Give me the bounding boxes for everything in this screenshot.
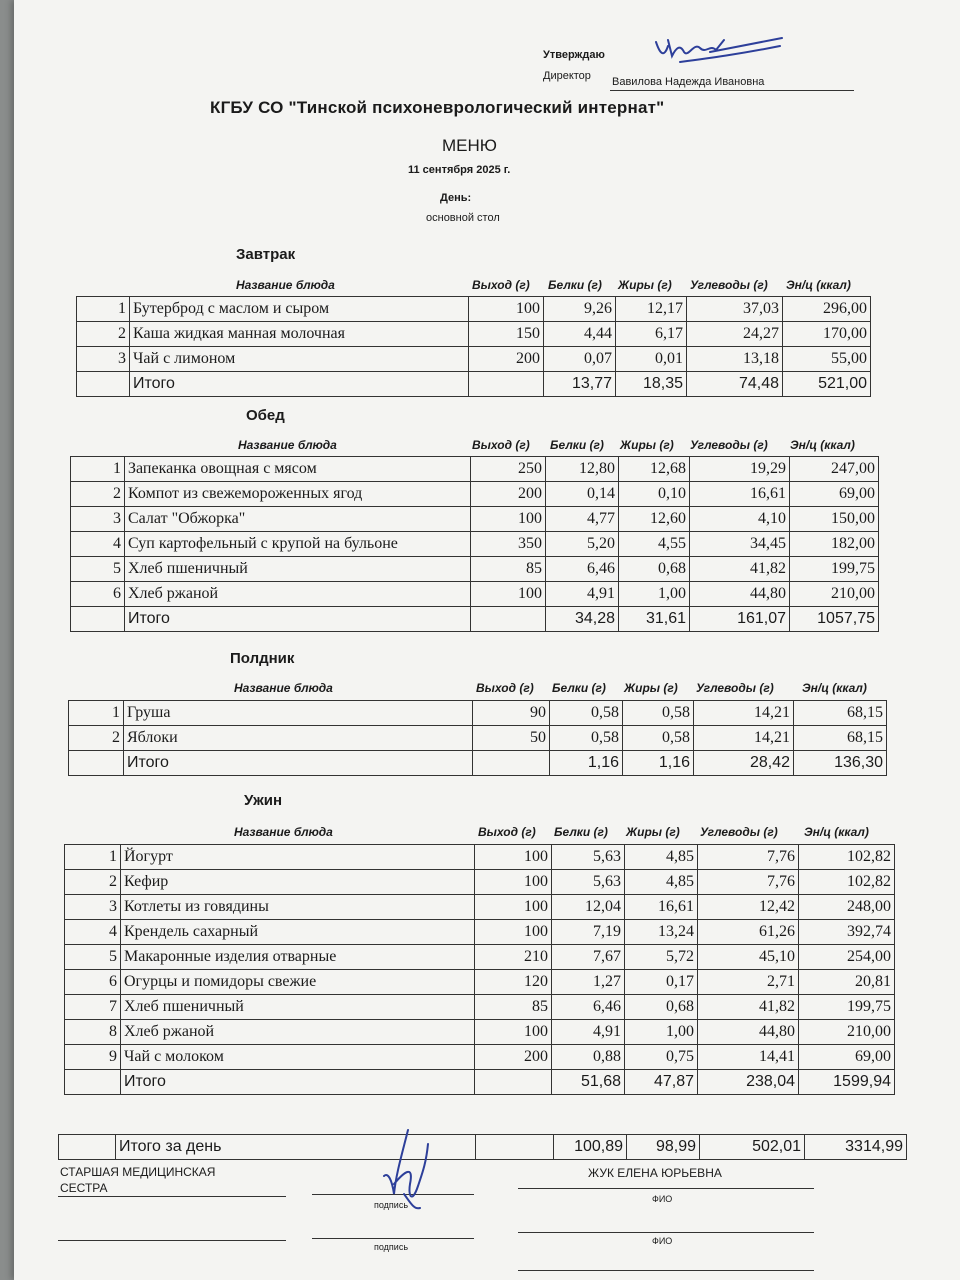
protein-cell: 4,77: [546, 507, 619, 532]
menu-date: 11 сентября 2025 г.: [408, 164, 511, 176]
total-carbs: 74,48: [687, 372, 783, 397]
header-fat: Жиры (г): [618, 278, 672, 292]
kcal-cell: 296,00: [783, 297, 871, 322]
kcal-cell: 170,00: [783, 322, 871, 347]
table-row: [77, 347, 871, 372]
fio-label-1: ФИО: [652, 1194, 673, 1204]
dish-name: Салат "Обжорка": [125, 507, 471, 532]
dish-name: Хлеб пшеничный: [121, 995, 475, 1020]
protein-cell: 0,07: [544, 347, 616, 372]
carbs-cell: 37,03: [687, 297, 783, 322]
dish-name: Хлеб ржаной: [121, 1020, 475, 1045]
row-number: 5: [71, 557, 125, 582]
weight-cell: 100: [471, 507, 546, 532]
carbs-cell: 61,26: [698, 920, 799, 945]
table-row: [69, 701, 887, 726]
table-row: [65, 895, 895, 920]
row-number: 2: [71, 482, 125, 507]
dish-name: Крендель сахарный: [121, 920, 475, 945]
kcal-cell: 199,75: [799, 995, 895, 1020]
fat-cell: 0,68: [619, 557, 690, 582]
total-fat: 1,16: [623, 751, 694, 776]
fat-cell: 0,75: [625, 1045, 698, 1070]
kcal-cell: 210,00: [790, 582, 879, 607]
weight-cell: 210: [475, 945, 552, 970]
fat-cell: 0,58: [623, 726, 694, 751]
weight-cell: 100: [469, 297, 544, 322]
kcal-cell: 68,15: [794, 701, 887, 726]
carbs-cell: 41,82: [698, 995, 799, 1020]
menu-title: МЕНЮ: [442, 136, 497, 155]
name-line-1: [518, 1188, 814, 1189]
row-number: 4: [71, 532, 125, 557]
protein-cell: 7,67: [552, 945, 625, 970]
total-fat: 31,61: [619, 607, 690, 632]
weight-cell: 100: [475, 895, 552, 920]
header-dish: Название блюда: [238, 438, 337, 452]
dish-name: Хлеб ржаной: [125, 582, 471, 607]
protein-cell: 0,88: [552, 1045, 625, 1070]
fat-cell: 0,10: [619, 482, 690, 507]
day-label: День:: [440, 192, 472, 204]
row-number: 6: [65, 970, 121, 995]
header-carbs: Углеводы (г): [696, 681, 774, 695]
fat-cell: 0,68: [625, 995, 698, 1020]
table-row: [71, 582, 879, 607]
table-row: [77, 322, 871, 347]
carbs-cell: 2,71: [698, 970, 799, 995]
dish-name: Котлеты из говядины: [121, 895, 475, 920]
protein-cell: 12,04: [552, 895, 625, 920]
kcal-cell: 210,00: [799, 1020, 895, 1045]
protein-cell: 9,26: [544, 297, 616, 322]
weight-cell: 200: [471, 482, 546, 507]
total-row: [65, 1070, 895, 1095]
day-total-fat: 98,99: [627, 1135, 700, 1160]
row-number: 2: [69, 726, 124, 751]
fat-cell: 12,68: [619, 457, 690, 482]
total-row: [69, 751, 887, 776]
table-type: основной стол: [426, 212, 500, 224]
total-kcal: 1057,75: [790, 607, 879, 632]
kcal-cell: 68,15: [794, 726, 887, 751]
total-row: [71, 607, 879, 632]
carbs-cell: 45,10: [698, 945, 799, 970]
kcal-cell: 254,00: [799, 945, 895, 970]
table-row: [71, 532, 879, 557]
table-row: [65, 920, 895, 945]
total-carbs: 161,07: [690, 607, 790, 632]
protein-cell: 0,58: [550, 726, 623, 751]
header-protein: Белки (г): [548, 278, 602, 292]
fat-cell: 0,17: [625, 970, 698, 995]
total-carbs: 28,42: [694, 751, 794, 776]
header-protein: Белки (г): [552, 681, 606, 695]
lunch-table: [70, 456, 879, 632]
dish-name: Кефир: [121, 870, 475, 895]
fat-cell: 12,60: [619, 507, 690, 532]
row-number: 2: [77, 322, 130, 347]
row-number: 1: [77, 297, 130, 322]
header-kcal: Эн/ц (ккал): [804, 825, 869, 839]
weight-cell: 200: [469, 347, 544, 372]
header-dish: Название блюда: [234, 825, 333, 839]
total-kcal: 521,00: [783, 372, 871, 397]
fat-cell: 0,58: [623, 701, 694, 726]
dish-name: Яблоки: [124, 726, 473, 751]
weight-cell: 90: [473, 701, 550, 726]
row-number: 3: [65, 895, 121, 920]
document-sheet: [14, 0, 960, 1280]
meal-title-snack: Полдник: [230, 650, 295, 667]
carbs-cell: 4,10: [690, 507, 790, 532]
kcal-cell: 150,00: [790, 507, 879, 532]
carbs-cell: 7,76: [698, 845, 799, 870]
carbs-cell: 12,42: [698, 895, 799, 920]
meal-title-dinner: Ужин: [244, 792, 283, 809]
header-carbs: Углеводы (г): [690, 278, 768, 292]
protein-cell: 7,19: [552, 920, 625, 945]
total-protein: 34,28: [546, 607, 619, 632]
dish-name: Суп картофельный с крупой на бульоне: [125, 532, 471, 557]
total-protein: 1,16: [550, 751, 623, 776]
kcal-cell: 392,74: [799, 920, 895, 945]
protein-cell: 5,20: [546, 532, 619, 557]
row-number: 5: [65, 945, 121, 970]
carbs-cell: 14,41: [698, 1045, 799, 1070]
day-total-row: [59, 1135, 907, 1160]
signature-label-2: подпись: [374, 1242, 409, 1252]
table-row: [65, 845, 895, 870]
total-protein: 13,77: [544, 372, 616, 397]
protein-cell: 4,91: [552, 1020, 625, 1045]
breakfast-table: [76, 296, 871, 397]
header-dish: Название блюда: [234, 681, 333, 695]
weight-cell: 100: [475, 845, 552, 870]
total-fat: 18,35: [616, 372, 687, 397]
day-total-label: Итого за день: [116, 1135, 476, 1160]
total-kcal: 136,30: [794, 751, 887, 776]
row-number: 9: [65, 1045, 121, 1070]
total-row: [77, 372, 871, 397]
fat-cell: 0,01: [616, 347, 687, 372]
carbs-cell: 14,21: [694, 701, 794, 726]
carbs-cell: 7,76: [698, 870, 799, 895]
protein-cell: 5,63: [552, 845, 625, 870]
table-row: [71, 457, 879, 482]
weight-cell: 100: [471, 582, 546, 607]
header-fat: Жиры (г): [620, 438, 674, 452]
carbs-cell: 19,29: [690, 457, 790, 482]
weight-cell: 100: [475, 1020, 552, 1045]
carbs-cell: 13,18: [687, 347, 783, 372]
fat-cell: 6,17: [616, 322, 687, 347]
meal-title-breakfast: Завтрак: [236, 246, 296, 263]
total-protein: 51,68: [552, 1070, 625, 1095]
header-protein: Белки (г): [550, 438, 604, 452]
row-number: 4: [65, 920, 121, 945]
dish-name: Огурцы и помидоры свежие: [121, 970, 475, 995]
weight-cell: 50: [473, 726, 550, 751]
weight-cell: 150: [469, 322, 544, 347]
day-total-table: [58, 1134, 907, 1160]
header-carbs: Углеводы (г): [700, 825, 778, 839]
table-row: [71, 507, 879, 532]
name-line-3: [518, 1270, 814, 1271]
table-row: [65, 1020, 895, 1045]
header-weight: Выход (г): [478, 825, 536, 839]
kcal-cell: 55,00: [783, 347, 871, 372]
row-number: 8: [65, 1020, 121, 1045]
director-signature: [650, 32, 790, 68]
day-total-protein: 100,89: [554, 1135, 627, 1160]
carbs-cell: 16,61: [690, 482, 790, 507]
header-kcal: Эн/ц (ккал): [786, 278, 851, 292]
row-number: 1: [65, 845, 121, 870]
row-number: 3: [77, 347, 130, 372]
kcal-cell: 182,00: [790, 532, 879, 557]
director-label: Директор: [543, 70, 591, 82]
dish-name: Чай с лимоном: [130, 347, 469, 372]
protein-cell: 6,46: [546, 557, 619, 582]
weight-cell: 200: [475, 1045, 552, 1070]
protein-cell: 1,27: [552, 970, 625, 995]
weight-cell: 100: [475, 920, 552, 945]
fat-cell: 4,85: [625, 870, 698, 895]
protein-cell: 4,44: [544, 322, 616, 347]
weight-cell: 250: [471, 457, 546, 482]
header-weight: Выход (г): [472, 438, 530, 452]
weight-cell: 85: [471, 557, 546, 582]
day-total-kcal: 3314,99: [805, 1135, 907, 1160]
total-label: Итого: [124, 751, 473, 776]
row-number: 1: [71, 457, 125, 482]
header-protein: Белки (г): [554, 825, 608, 839]
fat-cell: 1,00: [619, 582, 690, 607]
table-row: [77, 297, 871, 322]
fat-cell: 4,55: [619, 532, 690, 557]
carbs-cell: 44,80: [698, 1020, 799, 1045]
total-kcal: 1599,94: [799, 1070, 895, 1095]
fat-cell: 5,72: [625, 945, 698, 970]
carbs-cell: 24,27: [687, 322, 783, 347]
institution-title: КГБУ СО "Тинской психоневрологический интернат": [210, 98, 665, 117]
table-row: [65, 1045, 895, 1070]
protein-cell: 4,91: [546, 582, 619, 607]
kcal-cell: 102,82: [799, 845, 895, 870]
dinner-table: [64, 844, 895, 1095]
weight-cell: 350: [471, 532, 546, 557]
dish-name: Хлеб пшеничный: [125, 557, 471, 582]
dish-name: Запеканка овощная с мясом: [125, 457, 471, 482]
dish-name: Каша жидкая манная молочная: [130, 322, 469, 347]
header-kcal: Эн/ц (ккал): [802, 681, 867, 695]
fat-cell: 13,24: [625, 920, 698, 945]
table-row: [65, 945, 895, 970]
protein-cell: 5,63: [552, 870, 625, 895]
dish-name: Компот из свежемороженных ягод: [125, 482, 471, 507]
header-weight: Выход (г): [472, 278, 530, 292]
total-fat: 47,87: [625, 1070, 698, 1095]
meal-title-lunch: Обед: [246, 407, 285, 424]
protein-cell: 0,58: [550, 701, 623, 726]
dish-name: Чай с молоком: [121, 1045, 475, 1070]
fat-cell: 16,61: [625, 895, 698, 920]
header-fat: Жиры (г): [624, 681, 678, 695]
fio-label-2: ФИО: [652, 1236, 673, 1246]
total-carbs: 238,04: [698, 1070, 799, 1095]
row-number: 3: [71, 507, 125, 532]
kcal-cell: 247,00: [790, 457, 879, 482]
position-title: СТАРШАЯ МЕДИЦИНСКАЯ СЕСТРА: [60, 1165, 216, 1195]
signature-line-2: [312, 1238, 474, 1239]
dish-name: Груша: [124, 701, 473, 726]
carbs-cell: 14,21: [694, 726, 794, 751]
kcal-cell: 69,00: [799, 1045, 895, 1070]
snack-table: [68, 700, 887, 776]
dish-name: Йогурт: [121, 845, 475, 870]
signature-label-1: подпись: [374, 1200, 409, 1210]
director-name: Вавилова Надежда Ивановна: [612, 76, 765, 88]
fat-cell: 12,17: [616, 297, 687, 322]
kcal-cell: 102,82: [799, 870, 895, 895]
kcal-cell: 20,81: [799, 970, 895, 995]
total-label: Итого: [121, 1070, 475, 1095]
weight-cell: 100: [475, 870, 552, 895]
nurse-name: ЖУК ЕЛЕНА ЮРЬЕВНА: [588, 1166, 722, 1180]
fat-cell: 4,85: [625, 845, 698, 870]
total-label: Итого: [130, 372, 469, 397]
row-number: 2: [65, 870, 121, 895]
kcal-cell: 199,75: [790, 557, 879, 582]
day-total-carbs: 502,01: [700, 1135, 805, 1160]
header-carbs: Углеводы (г): [690, 438, 768, 452]
dish-name: Бутерброд с маслом и сыром: [130, 297, 469, 322]
carbs-cell: 34,45: [690, 532, 790, 557]
weight-cell: 85: [475, 995, 552, 1020]
row-number: 6: [71, 582, 125, 607]
table-row: [65, 970, 895, 995]
name-line-2: [518, 1232, 814, 1233]
row-number: 1: [69, 701, 124, 726]
table-row: [71, 482, 879, 507]
header-dish: Название блюда: [236, 278, 335, 292]
kcal-cell: 69,00: [790, 482, 879, 507]
protein-cell: 12,80: [546, 457, 619, 482]
row-number: 7: [65, 995, 121, 1020]
carbs-cell: 44,80: [690, 582, 790, 607]
position-line: [58, 1196, 286, 1197]
weight-cell: 120: [475, 970, 552, 995]
position-line-2: [58, 1240, 286, 1241]
fat-cell: 1,00: [625, 1020, 698, 1045]
header-fat: Жиры (г): [626, 825, 680, 839]
table-row: [65, 995, 895, 1020]
carbs-cell: 41,82: [690, 557, 790, 582]
approval-label: Утверждаю: [543, 49, 605, 61]
table-row: [65, 870, 895, 895]
table-row: [71, 557, 879, 582]
dish-name: Макаронные изделия отварные: [121, 945, 475, 970]
header-weight: Выход (г): [476, 681, 534, 695]
kcal-cell: 248,00: [799, 895, 895, 920]
protein-cell: 0,14: [546, 482, 619, 507]
table-row: [69, 726, 887, 751]
protein-cell: 6,46: [552, 995, 625, 1020]
header-kcal: Эн/ц (ккал): [790, 438, 855, 452]
director-name-line: [610, 90, 854, 91]
total-label: Итого: [125, 607, 471, 632]
